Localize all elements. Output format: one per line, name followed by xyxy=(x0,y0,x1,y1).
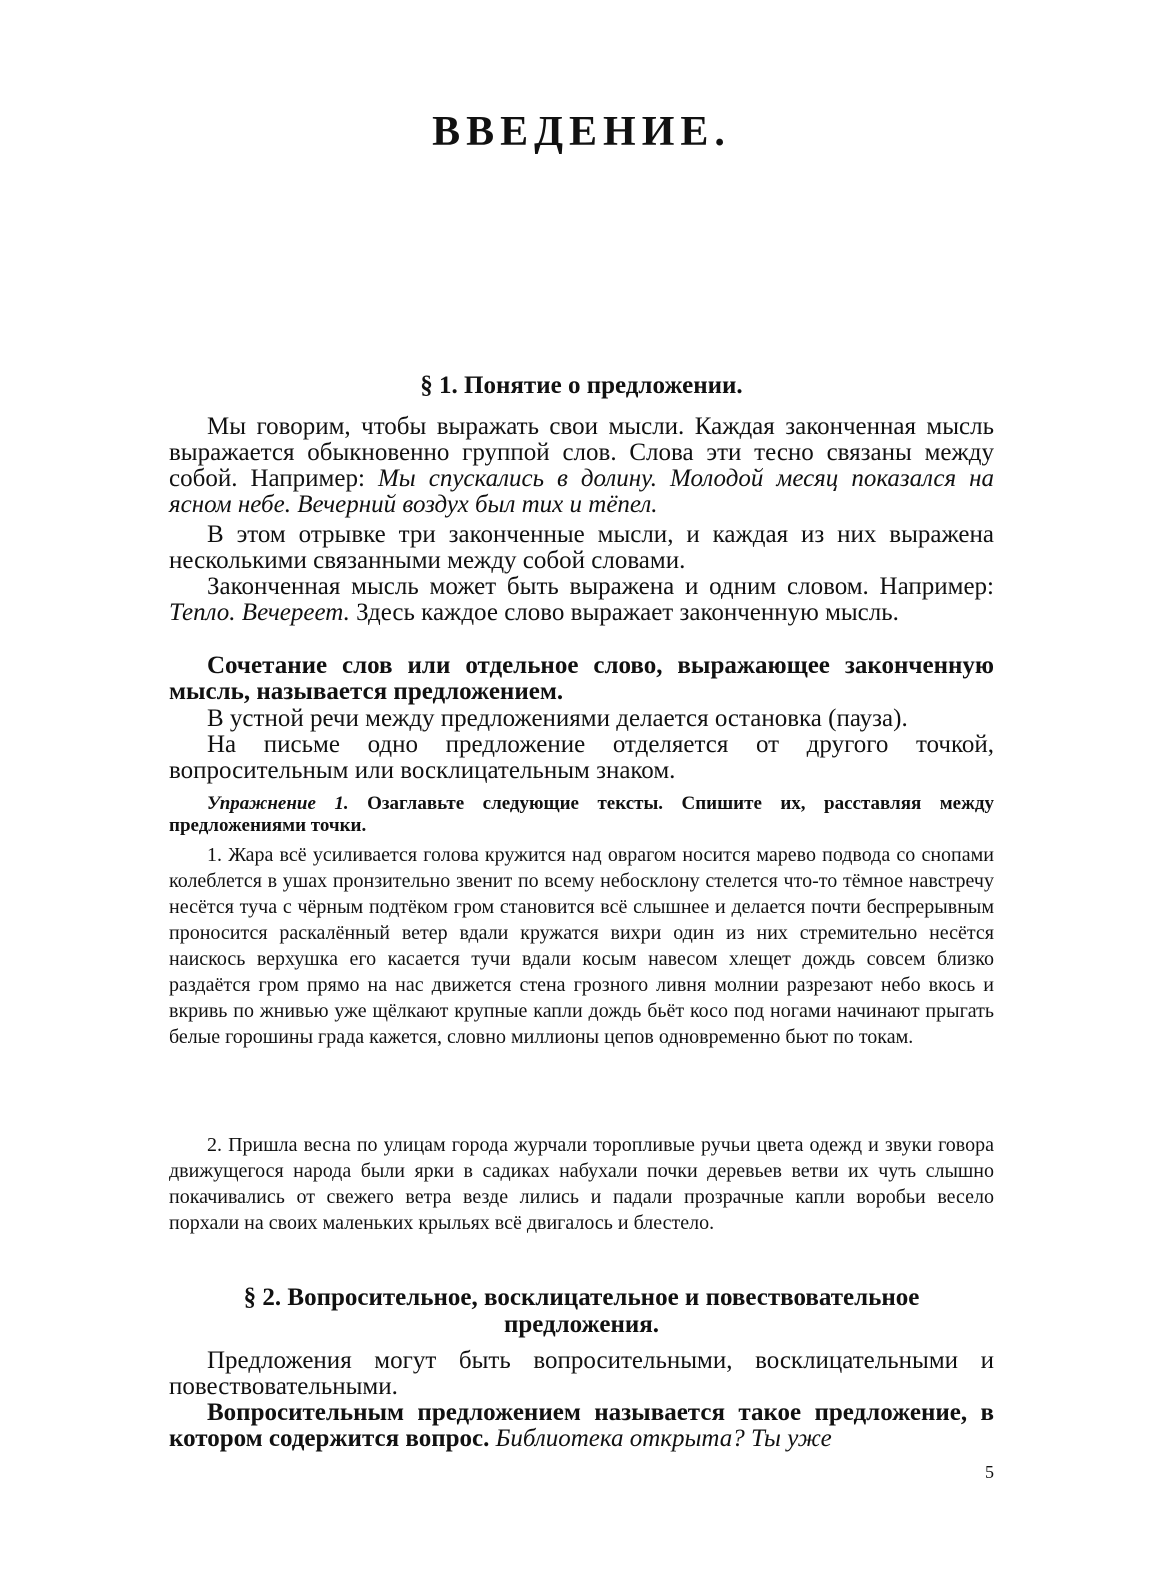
section-2-paragraph-1: Предложения могут быть вопросительными, восклицательными и повествовательными. xyxy=(169,1347,994,1400)
exercise-1-text-1: 1. Жара всё усиливается голова кружится над оврагом носится марево подвода со снопами колеблется в ушах пронзительно звенит по всему небосклону стелется что-то тёмное навстречу несётся туча с чёрным подтёком гром становится всё слышнее и делается почти беспрерывным проносится раскалённый ветер вдали кружатся вихри один из них стремительно несётся наискось верхушка его касается тучи вдали косым навесом хлещет дождь совсем близко раздаётся гром прямо на нас движется стена грозного ливня молнии разрезают небо вкось и вкривь по жнивью уже щёлкают крупные капли дождь бьёт косо под ногами начинают прыгать белые горошины града кажется, словно миллионы цепов одновременно бьют по токам. xyxy=(169,844,994,1048)
paragraph-text: Мы говорим, чтобы выражать свои мысли. Каждая законченная мысль выражается обыкновенно группой слов. Слова эти тесно связаны между собой. Например: xyxy=(169,413,994,492)
section-2-heading: § 2. Вопросительное, восклицательное и повествовательное предложения. xyxy=(243,1284,920,1338)
exercise-instruction-text: Озаглавьте следующие тексты. Спишите их, расставляя между предложениями точки. xyxy=(169,793,994,836)
section-1-paragraph-3 xyxy=(169,574,994,626)
chapter-title: ВВЕДЕНИЕ. xyxy=(432,109,731,155)
section-2-definition xyxy=(169,1400,994,1452)
section-1-paragraph-5: На письме одно предложение отделяется от другого точкой, вопросительным или восклицательным знаком. xyxy=(169,731,994,784)
paragraph-text-tail: Здесь каждое слово выражает законченную мысль. xyxy=(349,599,899,626)
definition-text: Вопросительным предложением называется такое предложение, в котором содержится вопрос. xyxy=(169,1399,994,1452)
page-number: 5 xyxy=(985,1462,994,1482)
example-sentences: Мы спускались в долину. Молодой месяц показался на ясном небе. Вечерний воздух был тих и тёпел. xyxy=(169,465,994,518)
exercise-label: Упражнение 1. xyxy=(207,793,349,814)
paragraph-text: Законченная мысль может быть выражена и одним словом. Например: xyxy=(207,573,994,600)
example-sentences: Библиотека открыта? Ты уже xyxy=(489,1425,832,1452)
section-1-heading: § 1. Понятие о предложении. xyxy=(420,372,743,399)
exercise-1-text-2: 2. Пришла весна по улицам города журчали торопливые ручьи цвета одежд и звуки говора движущегося народа были ярки в садиках набухали почки деревьев ветви их чуть слышно покачивались от свежего ветра везде лились и падали прозрачные капли воробьи весело порхали на своих маленьких крыльях всё двигалось и блестело. xyxy=(169,1134,994,1234)
definition-sentence xyxy=(169,653,994,705)
definition-text: Сочетание слов или отдельное слово, выражающее законченную мысль, называется предложением. xyxy=(169,652,994,705)
section-1-paragraph-1 xyxy=(169,414,994,518)
exercise-1-instruction xyxy=(169,793,994,837)
section-1-paragraph-4: В устной речи между предложениями делается остановка (пауза). xyxy=(207,705,908,732)
section-1-paragraph-2: В этом отрывке три законченные мысли, и каждая из них выражена несколькими связанными между собой словами. xyxy=(169,521,994,574)
example-words: Тепло. Вечереет. xyxy=(169,599,350,626)
